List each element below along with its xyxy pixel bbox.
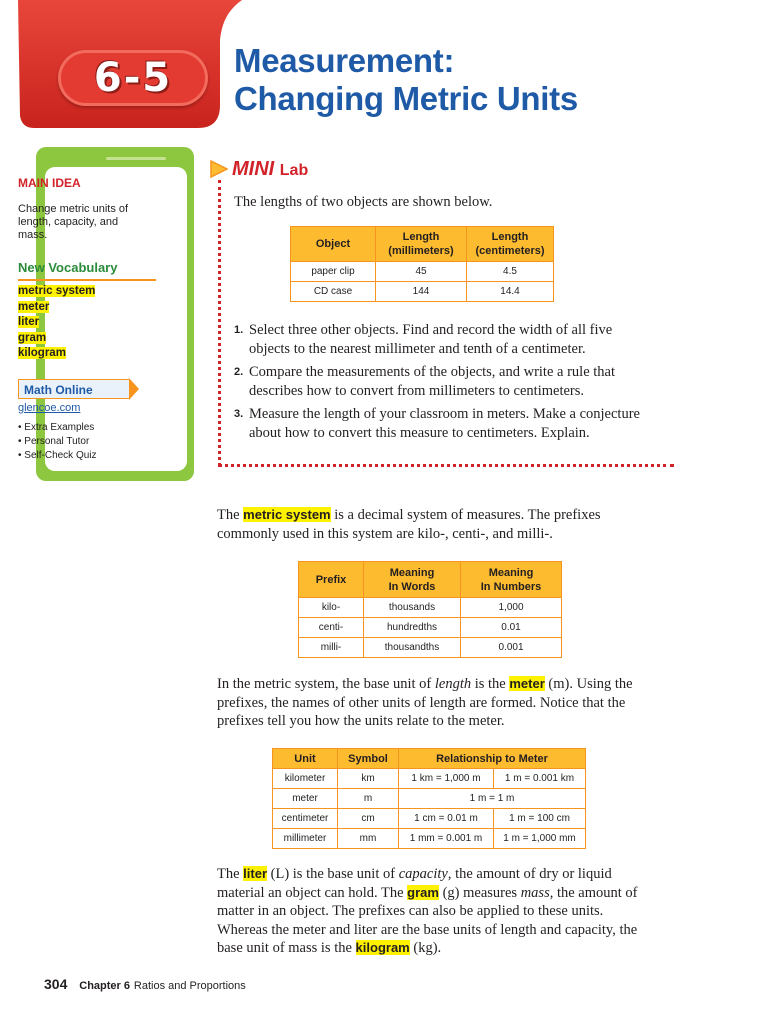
table-cell: paper clip bbox=[291, 262, 376, 282]
table-cell: 144 bbox=[376, 282, 467, 302]
table-row bbox=[299, 618, 562, 638]
vocab-item[interactable]: meter bbox=[18, 300, 50, 313]
table-cell: centimeter bbox=[273, 809, 338, 829]
table-cell: milli- bbox=[299, 638, 364, 658]
table-header: Symbol bbox=[338, 749, 399, 769]
glencoe-link[interactable]: glencoe.com bbox=[18, 402, 81, 414]
table-cell: 0.01 bbox=[461, 618, 562, 638]
vocab-list bbox=[18, 284, 95, 362]
lab-label: Lab bbox=[279, 162, 309, 179]
lab-border-vertical bbox=[218, 180, 221, 466]
vocab-heading: New Vocabulary bbox=[18, 260, 118, 275]
paragraph-liter-gram: The liter (L) is the base unit of capacity, the amount of dry or liquid material an object can hold. The gram (g) measures mass, the amount of matter in an object. The prefixes can also be applied to these units. Whereas the meter and liter are the base units of length and capacity, the base unit of mass is the kilogram (kg). bbox=[217, 866, 638, 956]
step-number: 3. bbox=[234, 408, 244, 420]
table-header: Prefix bbox=[299, 562, 364, 598]
step-text: Measure the length of your classroom in meters. Make a conjecture about how to convert this measure to centimeters. Explain. bbox=[249, 406, 640, 441]
table-row bbox=[291, 262, 554, 282]
step-text: Compare the measurements of the objects, and write a rule that describes how to convert from millimeters to centimeters. bbox=[249, 364, 615, 399]
step-number: 1. bbox=[234, 324, 244, 336]
table-cell: km bbox=[338, 769, 399, 789]
table-row bbox=[299, 598, 562, 618]
highlight-term: kilogram bbox=[355, 940, 410, 955]
table-row bbox=[273, 809, 586, 829]
chapter-label: Chapter 6 bbox=[79, 980, 130, 992]
unit-table bbox=[272, 748, 586, 849]
table-cell: kilo- bbox=[299, 598, 364, 618]
table-header: Relationship to Meter bbox=[399, 749, 586, 769]
objects-table bbox=[290, 226, 554, 302]
sidebar-notch bbox=[106, 157, 166, 160]
title-line-2: Changing Metric Units bbox=[234, 80, 578, 117]
table-cell: 4.5 bbox=[467, 262, 554, 282]
vocab-item[interactable]: liter bbox=[18, 316, 40, 328]
triangle-arrow-icon bbox=[210, 160, 228, 178]
resource-item: • Personal Tutor bbox=[18, 436, 90, 447]
vocab-rule bbox=[18, 279, 156, 281]
vocab-item[interactable]: gram bbox=[18, 331, 47, 344]
main-idea-heading: MAIN IDEA bbox=[18, 176, 81, 190]
table-cell: CD case bbox=[291, 282, 376, 302]
vocab-item[interactable]: metric system bbox=[18, 285, 96, 297]
lab-step bbox=[234, 321, 654, 358]
paragraph-meter: In the metric system, the base unit of length is the meter (m). Using the prefixes, the names of other units of length are formed. Notice that the prefixes tell you how the units relate to the meter. bbox=[217, 676, 633, 729]
table-cell: 45 bbox=[376, 262, 467, 282]
table-cell: 1,000 bbox=[461, 598, 562, 618]
table-header: Length (millimeters) bbox=[376, 227, 467, 262]
lesson-number-badge bbox=[58, 50, 208, 106]
table-cell: m bbox=[338, 789, 399, 809]
table-cell: 1 mm = 0.001 m bbox=[399, 829, 494, 849]
mini-label: MINI bbox=[232, 158, 275, 180]
table-cell: 1 cm = 0.01 m bbox=[399, 809, 494, 829]
table-cell: kilometer bbox=[273, 769, 338, 789]
vocab-item[interactable]: kilogram bbox=[18, 347, 66, 359]
highlight-term: liter bbox=[243, 866, 268, 881]
arrow-right-icon bbox=[129, 378, 139, 400]
table-header: Length (centimeters) bbox=[467, 227, 554, 262]
table-cell: thousands bbox=[364, 598, 461, 618]
highlight-term: metric system bbox=[243, 507, 331, 522]
table-cell: hundredths bbox=[364, 618, 461, 638]
lab-steps bbox=[234, 321, 654, 447]
table-cell: cm bbox=[338, 809, 399, 829]
resource-item: • Extra Examples bbox=[18, 422, 95, 433]
table-cell: 1 m = 1 m bbox=[399, 789, 586, 809]
table-cell: 0.001 bbox=[461, 638, 562, 658]
highlight-term: gram bbox=[407, 884, 439, 900]
table-cell: meter bbox=[273, 789, 338, 809]
step-text: Select three other objects. Find and record the width of all five objects to the nearest millimeter and tenth of a centimeter. bbox=[249, 322, 613, 357]
main-idea-text: Change metric units of length, capacity, and mass. bbox=[18, 203, 129, 241]
chapter-title: Ratios and Proportions bbox=[133, 980, 246, 992]
lab-step bbox=[234, 363, 654, 400]
table-cell: 1 m = 1,000 mm bbox=[494, 829, 586, 849]
table-row bbox=[299, 638, 562, 658]
resource-item: • Self-Check Quiz bbox=[18, 450, 97, 461]
table-cell: mm bbox=[338, 829, 399, 849]
table-header: Object bbox=[291, 227, 376, 262]
table-cell: 1 m = 0.001 km bbox=[494, 769, 586, 789]
table-row bbox=[273, 829, 586, 849]
step-number: 2. bbox=[234, 366, 244, 378]
table-row bbox=[291, 282, 554, 302]
table-header: Meaning In Numbers bbox=[461, 562, 562, 598]
lab-step bbox=[234, 405, 654, 442]
table-row bbox=[273, 789, 586, 809]
lesson-number: 6-5 bbox=[93, 55, 173, 101]
table-header: Unit bbox=[273, 749, 338, 769]
table-cell: thousandths bbox=[364, 638, 461, 658]
table-cell: centi- bbox=[299, 618, 364, 638]
lab-intro: The lengths of two objects are shown below. bbox=[234, 194, 493, 210]
paragraph-metric-system: The metric system is a decimal system of measures. The prefixes commonly used in this system are kilo-, centi-, and milli-. bbox=[217, 507, 601, 542]
highlight-term: meter bbox=[509, 676, 545, 691]
table-cell: millimeter bbox=[273, 829, 338, 849]
page-title bbox=[234, 42, 578, 118]
resource-list bbox=[18, 421, 97, 463]
title-line-1: Measurement: bbox=[234, 42, 455, 79]
math-online-label: Math Online bbox=[18, 379, 130, 399]
mini-lab-title bbox=[232, 158, 308, 181]
page-number: 304 bbox=[44, 976, 68, 992]
table-cell: 14.4 bbox=[467, 282, 554, 302]
page-footer bbox=[44, 976, 246, 992]
prefix-table bbox=[298, 561, 562, 658]
lab-border-horizontal bbox=[218, 464, 674, 467]
table-header: Meaning In Words bbox=[364, 562, 461, 598]
table-row bbox=[273, 769, 586, 789]
table-cell: 1 km = 1,000 m bbox=[399, 769, 494, 789]
table-cell: 1 m = 100 cm bbox=[494, 809, 586, 829]
